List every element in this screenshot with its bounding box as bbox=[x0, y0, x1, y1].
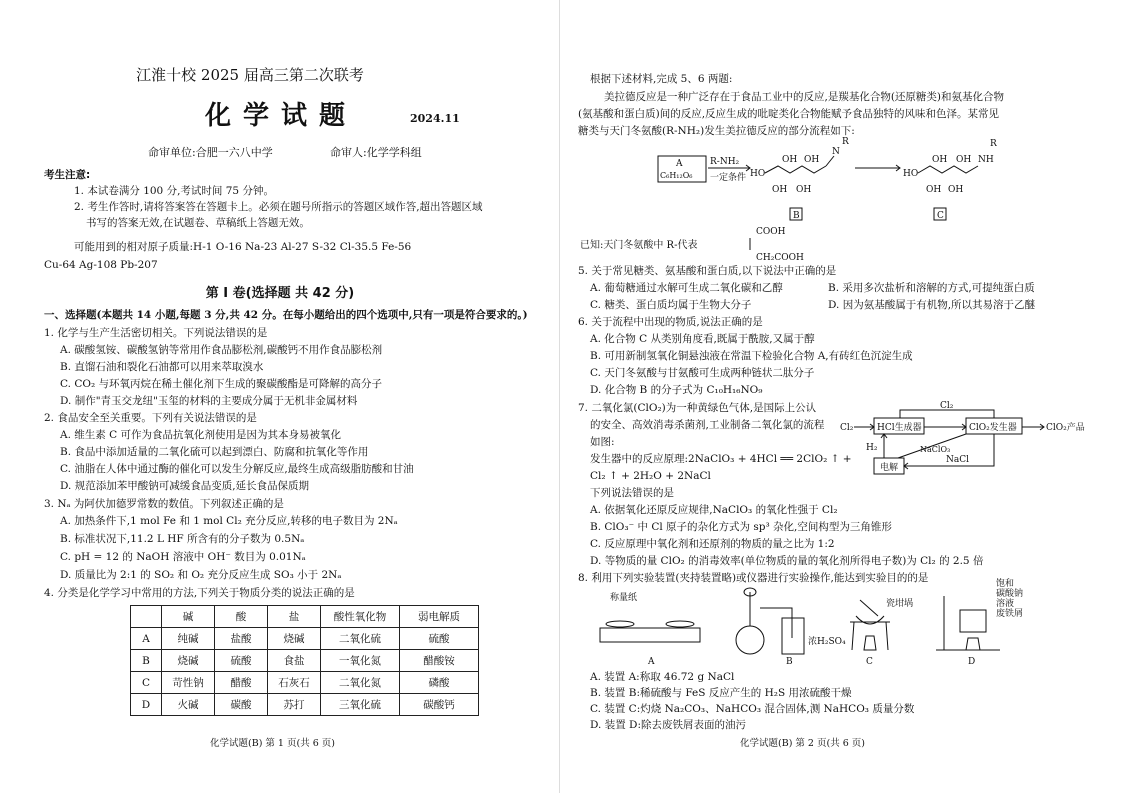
exam-title: 江淮十校 2025 届高三第二次联考 bbox=[136, 66, 364, 84]
question-text: 如图: bbox=[590, 436, 615, 448]
alcohol-lamp bbox=[966, 638, 980, 650]
subject-title: 化学试题 bbox=[205, 101, 358, 131]
option: B. ClO₃⁻ 中 Cl 原子的杂化方式为 sp³ 杂化,空间构型为三角锥形 bbox=[590, 521, 892, 533]
atom-label: HO bbox=[903, 169, 919, 179]
clo2-flowchart bbox=[840, 401, 1122, 480]
option: B. 直馏石油和裂化石油都可以用来萃取溴水 bbox=[60, 361, 264, 373]
option: D. 装置 D:除去废铁屑表面的油污 bbox=[590, 719, 747, 731]
question-stem: 4. 分类是化学学习中常用的方法,下列关于物质分类的说法正确的是 bbox=[44, 587, 355, 599]
notice-title: 考生注意: bbox=[44, 169, 91, 181]
table-header-row: 碱 酸 盐 酸性氧化物 弱电解质 bbox=[131, 606, 479, 628]
table-row: C 苛性钠 醋酸 石灰石 二氧化氮 磷酸 bbox=[131, 672, 479, 694]
question-stem: 2. 食品安全至关重要。下列有关说法错误的是 bbox=[44, 412, 257, 424]
option: C. 油脂在人体中通过酶的催化可以发生分解反应,最终生成高级脂肪酸和甘油 bbox=[60, 463, 414, 475]
option: C. CO₂ 与环氧丙烷在稀土催化剂下生成的聚碳酸酯是可降解的高分子 bbox=[60, 378, 383, 390]
option: C. 糖类、蛋白质均属于生物大分子 bbox=[590, 299, 752, 311]
classification-table bbox=[130, 605, 479, 716]
apparatus-label: 称量纸 bbox=[610, 593, 638, 603]
option: A. 加热条件下,1 mol Fe 和 1 mol Cl₂ 充分反应,转移的电子数目为 2Nₐ bbox=[60, 515, 398, 527]
balance-base bbox=[600, 628, 700, 642]
carbon-chain-b bbox=[765, 166, 826, 173]
compound-c-label: C bbox=[937, 211, 944, 221]
apparatus-label: 浓H₂SO₄ bbox=[808, 637, 846, 647]
carbon-chain-c bbox=[918, 166, 978, 173]
page-footer: 化学试题(B) 第 1 页(共 6 页) bbox=[210, 738, 335, 749]
atom-label: R bbox=[842, 137, 849, 147]
option: B. 可用新制氢氧化铜悬浊液在常温下检验化合物 A,有砖红色沉淀生成 bbox=[590, 350, 913, 362]
flow-label: Cl₂ bbox=[840, 423, 854, 433]
atomic-masses: 可能用到的相对原子质量:H-1 O-16 Na-23 Al-27 S-32 Cl-35.5 Fe-56 bbox=[74, 241, 412, 253]
option: D. 化合物 B 的分子式为 C₁₀H₁₆NO₉ bbox=[590, 384, 763, 396]
material-text: (氨基酸和蛋白质)间的反应,反应生成的吡啶类化合物能赋予食品独特的风味和色泽。某常见 bbox=[578, 108, 1000, 120]
compound-a-label: A bbox=[676, 159, 683, 169]
atom-label: OH bbox=[932, 155, 948, 165]
reviewer: 命审人:化学学科组 bbox=[330, 146, 422, 159]
part1-title: 第 Ⅰ 卷(选择题 共 42 分) bbox=[205, 286, 355, 301]
part1-intro: 一、选择题(本题共 14 小题,每题 3 分,共 42 分。在每小题给出的四个选项中,只有一项是符合要求的。) bbox=[44, 309, 528, 321]
apparatus-label: C bbox=[866, 657, 873, 667]
option: A. 依据氧化还原反应规律,NaClO₃ 的氧化性强于 Cl₂ bbox=[590, 504, 838, 516]
material-text: 糖类与天门冬氨酸(R-NH₂)发生美拉德反应的部分流程如下: bbox=[578, 125, 855, 137]
table-row: D 火碱 碳酸 苏打 三氧化硫 碳酸钙 bbox=[131, 694, 479, 716]
page-footer: 化学试题(B) 第 2 页(共 6 页) bbox=[740, 738, 865, 749]
flow-label: Cl₂ bbox=[940, 401, 954, 411]
option: D. 因为氨基酸属于有机物,所以其易溶于乙醚 bbox=[828, 299, 1036, 311]
atom-label: OH bbox=[948, 185, 964, 195]
crucible bbox=[856, 616, 884, 624]
option: B. 标准状况下,11.2 L HF 所含有的分子数为 0.5Nₐ bbox=[60, 533, 305, 545]
option: A. 维生素 C 可作为食品抗氧化剂使用是因为其本身易被氧化 bbox=[60, 429, 341, 441]
atomic-masses: Cu-64 Ag-108 Pb-207 bbox=[44, 259, 158, 271]
question-stem: 8. 利用下列实验装置(夹持装置略)或仪器进行实验操作,能达到实验目的的是 bbox=[578, 572, 929, 584]
question-stem: 3. Nₐ 为阿伏加德罗常数的数值。下列叙述正确的是 bbox=[44, 498, 284, 510]
compound-a-formula: C₆H₁₂O₆ bbox=[660, 171, 693, 180]
wash-bottle bbox=[782, 618, 804, 654]
atom-label: OH bbox=[804, 155, 820, 165]
option: D. 等物质的量 ClO₂ 的消毒效率(单位物质的量的氧化剂所得电子数)为 Cl₂ 的 2.5 倍 bbox=[590, 555, 984, 567]
option: C. 天门冬氨酸与甘氨酸可生成两种链状二肽分子 bbox=[590, 367, 815, 379]
option: B. 装置 B:稀硫酸与 FeS 反应产生的 H₂S 用浓硫酸干燥 bbox=[590, 687, 852, 699]
atom-label: OH bbox=[956, 155, 972, 165]
exam-date: 2024.11 bbox=[410, 112, 460, 125]
compound-b-label: B bbox=[793, 211, 800, 221]
notice-item: 2. 考生作答时,请将答案答在答题卡上。必须在题号所指示的答题区域作答,超出答题区域 bbox=[74, 201, 483, 213]
round-flask bbox=[736, 626, 764, 654]
table-row: A 纯碱 盐酸 烧碱 二氧化硫 硫酸 bbox=[131, 628, 479, 650]
apparatus-label: B bbox=[786, 657, 793, 667]
notice-item: 书写的答案无效,在试题卷、草稿纸上答题无效。 bbox=[86, 217, 310, 229]
flow-label: NaCl bbox=[946, 455, 970, 465]
beaker bbox=[960, 610, 986, 632]
atom-label: N bbox=[832, 147, 840, 157]
table-row: B 烧碱 硫酸 食盐 一氧化氮 醋酸铵 bbox=[131, 650, 479, 672]
option: D. 规范添加苯甲酸钠可减缓食品变质,延长食品保质期 bbox=[60, 480, 310, 492]
reaction-equation: 发生器中的反应原理:2NaClO₃ + 4HCl ══ 2ClO₂ ↑ + bbox=[590, 453, 852, 465]
option: C. 反应原理中氧化剂和还原剂的物质的量之比为 1:2 bbox=[590, 538, 835, 550]
flow-label: NaClO₃ bbox=[920, 445, 951, 454]
flow-label: ClO₂发生器 bbox=[969, 423, 1017, 433]
apparatus-label: 溶液 bbox=[996, 599, 1015, 609]
option: B. 食品中添加适量的二氧化硫可以起到漂白、防腐和抗氧化等作用 bbox=[60, 446, 369, 458]
apparatus-figure bbox=[560, 579, 1122, 668]
material-text: 美拉德反应是一种广泛存在于食品工业中的反应,是羰基化合物(还原糖类)和氨基化合物 bbox=[604, 91, 1005, 103]
flow-label: ClO₂产品 bbox=[1046, 423, 1085, 433]
reaction-equation: Cl₂ ↑ + 2H₂O + 2NaCl bbox=[590, 470, 711, 482]
option: D. 质量比为 2:1 的 SO₂ 和 O₂ 充分反应生成 SO₃ 小于 2Nₐ bbox=[60, 569, 342, 581]
atom-label: OH bbox=[926, 185, 942, 195]
atom-label: HO bbox=[750, 169, 766, 179]
question-text: 下列说法错误的是 bbox=[590, 487, 674, 499]
option: C. pH = 12 的 NaOH 溶液中 OH⁻ 数目为 0.01Nₐ bbox=[60, 551, 306, 563]
maillard-scheme bbox=[560, 138, 1122, 262]
atom-label: NH bbox=[978, 155, 994, 165]
atom-label: OH bbox=[782, 155, 798, 165]
atom-label: R bbox=[990, 139, 997, 149]
apparatus-label: 废铁屑 bbox=[996, 609, 1024, 619]
atom-label: OH bbox=[772, 185, 788, 195]
right-page bbox=[560, 0, 1122, 793]
material-intro: 根据下述材料,完成 5、6 两题: bbox=[590, 73, 733, 85]
flow-label: HCl生成器 bbox=[877, 423, 922, 433]
question-stem: 1. 化学与生产生活密切相关。下列说法错误的是 bbox=[44, 327, 268, 339]
issuer: 命审单位:合肥一六八中学 bbox=[148, 146, 273, 159]
option: D. 制作"青玉交龙纽"玉玺的材料的主要成分属于无机非金属材料 bbox=[60, 395, 358, 407]
alcohol-lamp bbox=[864, 636, 876, 650]
reagent: R-NH₂ bbox=[710, 157, 740, 167]
notice-item: 1. 本试卷满分 100 分,考试时间 75 分钟。 bbox=[74, 185, 274, 197]
apparatus-label: 瓷坩埚 bbox=[886, 599, 914, 609]
apparatus-label: 碳酸钠 bbox=[996, 589, 1024, 599]
option: A. 装置 A:称取 46.72 g NaCl bbox=[590, 671, 735, 683]
atom-label: OH bbox=[796, 185, 812, 195]
flow-label: H₂ bbox=[866, 443, 878, 453]
flow-label: 电解 bbox=[880, 463, 899, 473]
apparatus-label: A bbox=[648, 657, 655, 667]
atom-label: COOH bbox=[756, 227, 786, 237]
option: B. 采用多次盐析和溶解的方式,可提纯蛋白质 bbox=[828, 282, 1035, 294]
option: C. 装置 C:灼烧 Na₂CO₃、NaHCO₃ 混合固体,测 NaHCO₃ 质量分数 bbox=[590, 703, 915, 715]
condition: 一定条件 bbox=[710, 173, 747, 183]
question-stem: 5. 关于常见糖类、氨基酸和蛋白质,以下说法中正确的是 bbox=[578, 265, 837, 277]
known-r-group: 已知:天门冬氨酸中 R-代表 bbox=[580, 240, 698, 251]
question-text: 的安全、高效消毒杀菌剂,工业制备二氧化氯的流程 bbox=[590, 419, 825, 431]
apparatus-label: 饱和 bbox=[996, 579, 1015, 589]
option: A. 化合物 C 从类别角度看,既属于酰胺,又属于醇 bbox=[590, 333, 815, 345]
question-stem: 7. 二氧化氯(ClO₂)为一种黄绿色气体,是国际上公认 bbox=[578, 402, 817, 414]
option: A. 碳酸氢铵、碳酸氢钠等常用作食品膨松剂,碳酸钙不用作食品膨松剂 bbox=[60, 344, 383, 356]
atom-label: CH₂COOH bbox=[756, 253, 804, 263]
option: A. 葡萄糖通过水解可生成二氧化碳和乙醇 bbox=[590, 282, 783, 294]
left-page bbox=[0, 0, 560, 793]
question-stem: 6. 关于流程中出现的物质,说法正确的是 bbox=[578, 316, 763, 328]
apparatus-label: D bbox=[968, 657, 976, 667]
